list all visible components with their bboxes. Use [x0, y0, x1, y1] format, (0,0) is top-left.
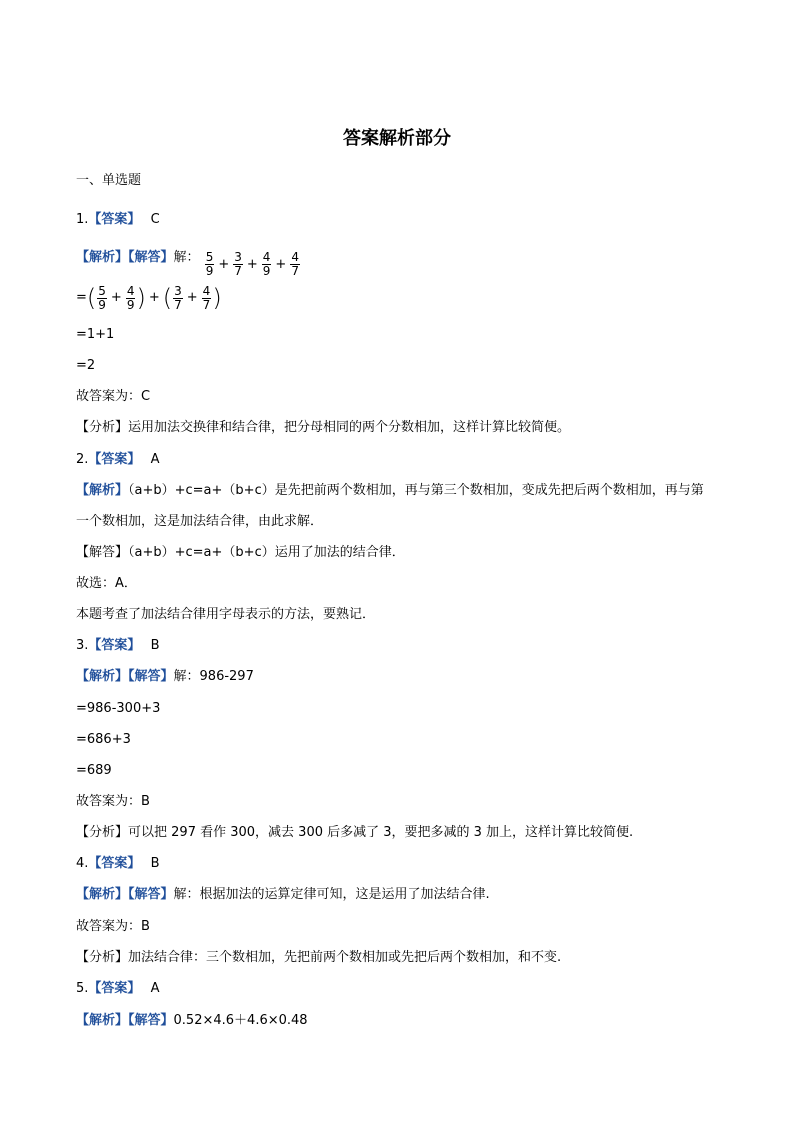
q2-solution-line [76, 545, 405, 561]
q1-grouped-expression: = ( $\frac{5}{9}$ + $\frac{4}{9}$ ) + ( $\frac{3}{7}$ + $\frac{4}{7}$ ) [76, 283, 222, 312]
q3-answer-line [76, 638, 159, 654]
q2-solution-text: （a+b）+c=a+（b+c）运用了加法的结合律． [128, 545, 405, 560]
page-title: 答案解析部分 [343, 128, 451, 149]
fraction: $\frac{4}{9}$ [126, 283, 135, 312]
analysis-tag: 【解析】 [76, 887, 129, 902]
q1-expression: $\frac{5}{9}$ + $\frac{3}{7}$ + $\frac{4}{9}$ + $\frac{4}{7}$ [205, 250, 299, 278]
q4-answer-line [76, 856, 159, 872]
q4-number: 4. [76, 856, 89, 871]
q3-number: 3. [76, 638, 89, 653]
q3-step3: =686+3 [76, 732, 131, 747]
q5-answer-value: A [150, 981, 160, 996]
q4-review-text: 加法结合律：三个数相加，先把前两个数相加或先把后两个数相加，和不变. [128, 950, 562, 965]
q1-step4: =2 [76, 358, 96, 373]
analysis-tag: 【解析】 [76, 1013, 129, 1028]
answer-tag: 【答案】 [88, 981, 141, 996]
q2-note: 本题考查了加法结合律用字母表示的方法，要熟记． [76, 607, 376, 622]
q4-conclusion: 故答案为：B [76, 919, 150, 934]
q2-answer-line [76, 452, 159, 468]
q3-review-text: 可以把 297 看作 300，减去 300 后多减了 3，要把多减的 3 加上，这样计算比较简便. [128, 825, 634, 840]
q3-solution-line [76, 669, 254, 685]
review-tag: 【分析】 [76, 825, 129, 840]
q3-step4: =689 [76, 763, 112, 778]
q1-answer-value: C [150, 212, 160, 227]
q5-number: 5. [76, 981, 89, 996]
solution-tag: 【解答】 [76, 545, 129, 560]
analysis-tag: 【解析】 [76, 483, 129, 498]
q3-review-line [76, 825, 633, 841]
review-tag: 【分析】 [76, 420, 129, 435]
q1-step3: =1+1 [76, 327, 115, 342]
q1-step2-line [76, 284, 222, 312]
q1-solution-line [76, 244, 301, 279]
q2-analysis-line-2: 一个数相加，这是加法结合律，由此求解． [76, 514, 324, 529]
q3-solution-text: 解：986-297 [173, 669, 254, 684]
fraction: $\frac{4}{9}$ [262, 250, 271, 278]
q2-number: 2. [76, 452, 89, 467]
solution-tag: 【解答】 [128, 1013, 174, 1028]
fraction: $\frac{3}{7}$ [174, 283, 182, 312]
q2-analysis-text: （a+b）+c=a+（b+c）是先把前两个数相加，再与第三个数相加，变成先把后两个数相加，再与第 [128, 483, 704, 498]
q4-answer-value: B [150, 856, 160, 871]
q5-solution-text: 0.52×4.6＋4.6×0.48 [173, 1013, 308, 1028]
review-tag: 【分析】 [76, 950, 129, 965]
q4-review-line [76, 950, 561, 966]
answer-tag: 【答案】 [88, 212, 141, 227]
fraction: $\frac{5}{9}$ [98, 283, 106, 312]
solution-tag: 【解答】 [128, 250, 174, 265]
q1-solution-prefix: 解： [173, 250, 200, 265]
q2-analysis-line [76, 483, 704, 499]
q2-conclusion: 故选：A． [76, 576, 137, 591]
answer-tag: 【答案】 [88, 856, 141, 871]
q5-solution-line [76, 1013, 308, 1029]
answer-tag: 【答案】 [88, 638, 141, 653]
q3-answer-value: B [150, 638, 160, 653]
fraction: $\frac{5}{9}$ [205, 250, 214, 278]
q1-review-line [76, 420, 570, 436]
q2-answer-value: A [150, 452, 160, 467]
q5-answer-line [76, 981, 159, 997]
q1-number: 1. [76, 212, 89, 227]
fraction: $\frac{4}{7}$ [202, 283, 211, 312]
q3-conclusion: 故答案为：B [76, 794, 150, 809]
q4-solution-line [76, 887, 490, 903]
q4-solution-text: 解：根据加法的运算定律可知，这是运用了加法结合律. [173, 887, 490, 902]
analysis-tag: 【解析】 [76, 250, 129, 265]
solution-tag: 【解答】 [128, 669, 174, 684]
answer-tag: 【答案】 [88, 452, 141, 467]
q1-answer-line [76, 212, 160, 228]
q1-conclusion: 故答案为：C [76, 389, 151, 404]
q1-review-text: 运用加法交换律和结合律，把分母相同的两个分数相加，这样计算比较简便。 [128, 420, 571, 435]
fraction: $\frac{4}{7}$ [291, 250, 299, 278]
q3-step2: =986-300+3 [76, 701, 161, 716]
section-heading: 一、单选题 [76, 173, 142, 188]
analysis-tag: 【解析】 [76, 669, 129, 684]
fraction: $\frac{3}{7}$ [234, 250, 242, 278]
solution-tag: 【解答】 [128, 887, 174, 902]
